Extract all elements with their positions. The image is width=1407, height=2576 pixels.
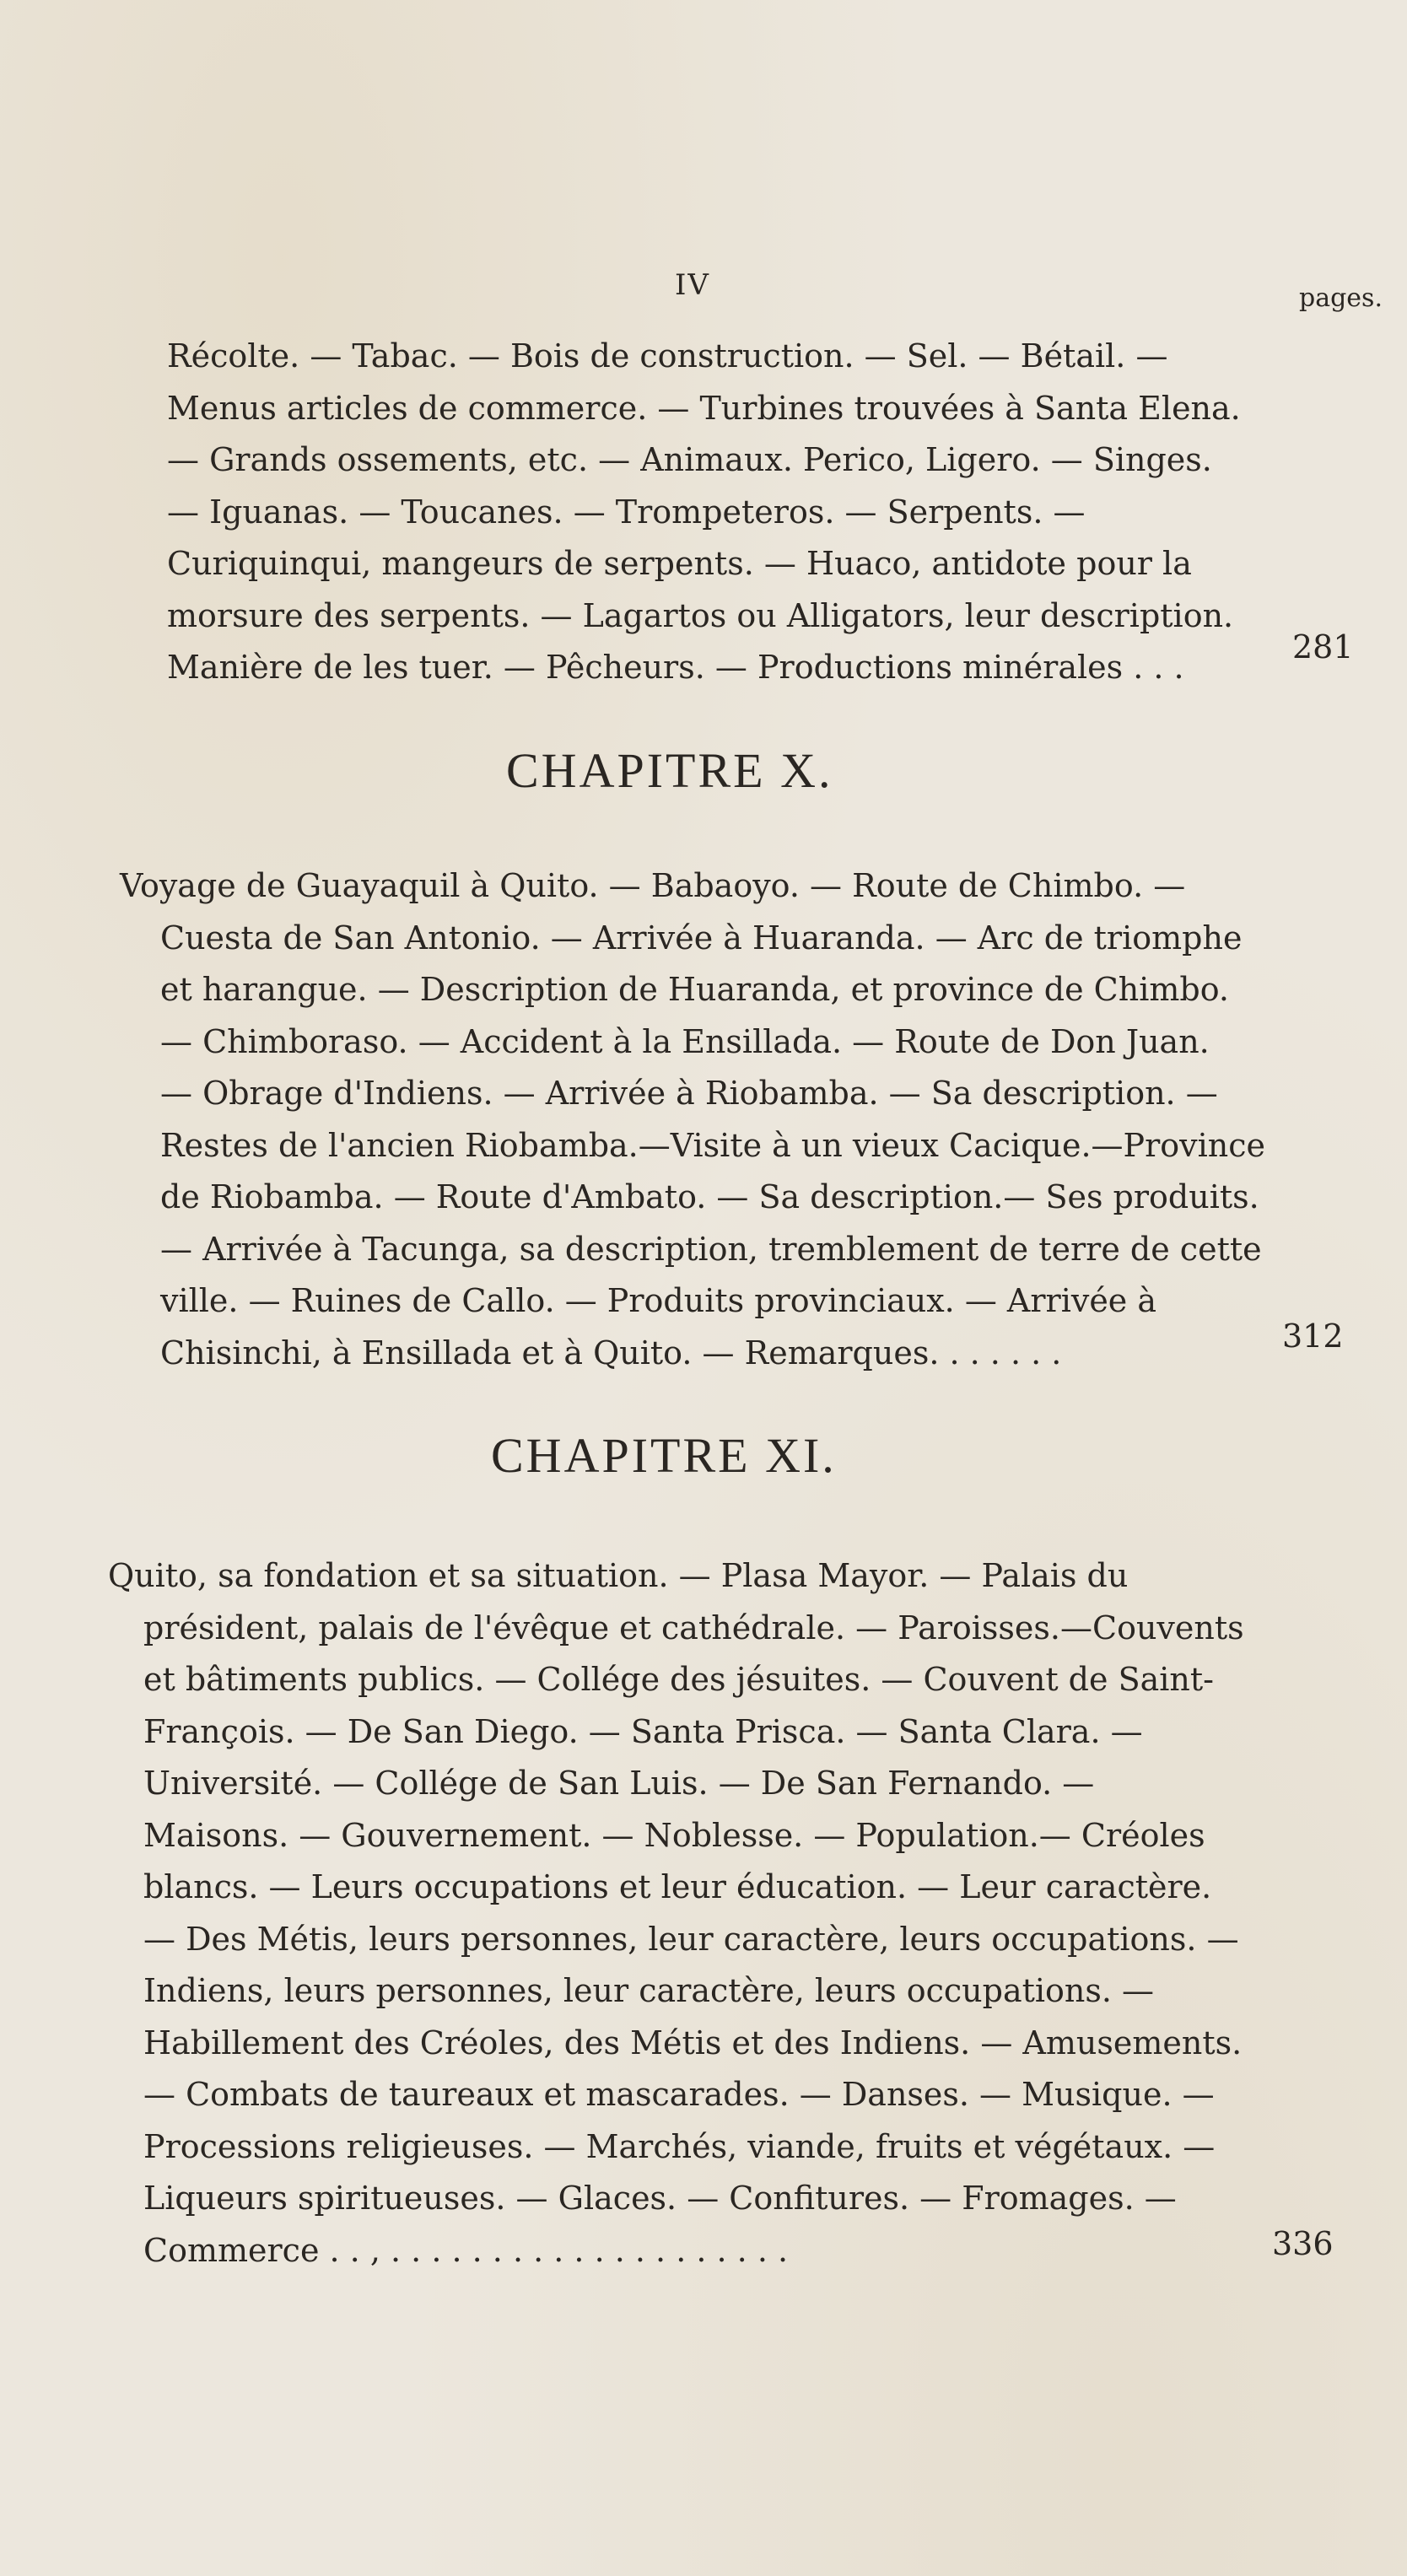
toc-line: Curiquinqui, mangeurs de serpents. — Huaco, antidote pour la (167, 545, 1192, 582)
pages-label: pages. (1299, 283, 1383, 313)
toc-line: ville. — Ruines de Callo. — Produits provinciaux. — Arrivée à (160, 1282, 1157, 1319)
chapter-heading: CHAPITRE XI. (491, 1428, 837, 1483)
toc-page-number: 281 (1292, 628, 1354, 666)
toc-line: — Combats de taureaux et mascarades. — Danses. — Musique. — (143, 2076, 1215, 2113)
chapter-heading: CHAPITRE X. (506, 743, 833, 798)
toc-line: — Des Métis, leurs personnes, leur caractère, leurs occupations. — (143, 1920, 1239, 1958)
toc-entry-ch11 (108, 1550, 1255, 2277)
toc-line: — Arrivée à Tacunga, sa description, tremblement de terre de cette (160, 1230, 1262, 1268)
toc-line: Menus articles de commerce. — Turbines trouvées à Santa Elena. (167, 389, 1241, 427)
toc-line: François. — De San Diego. — Santa Prisca. — Santa Clara. — (143, 1712, 1143, 1750)
toc-line: Chisinchi, à Ensillada et à Quito. — Remarques. . . . . . . (160, 1334, 1062, 1372)
toc-line: de Riobamba. — Route d'Ambato. — Sa description.— Ses produits. (160, 1178, 1259, 1215)
toc-line: Processions religieuses. — Marchés, viande, fruits et végétaux. — (143, 2127, 1216, 2165)
toc-line: Manière de les tuer. — Pêcheurs. — Productions minérales . . . (167, 649, 1184, 686)
toc-line: Récolte. — Tabac. — Bois de construction. — Sel. — Bétail. — (167, 337, 1168, 375)
toc-line: — Iguanas. — Toucanes. — Trompeteros. — Serpents. — (167, 493, 1086, 531)
toc-line: Cuesta de San Antonio. — Arrivée à Huaranda. — Arc de triomphe (160, 919, 1243, 957)
toc-line: Université. — Collége de San Luis. — De San Fernando. — (143, 1765, 1095, 1802)
toc-line: et bâtiments publics. — Collége des jésuites. — Couvent de Saint- (143, 1661, 1214, 1698)
toc-page-number: 336 (1272, 2225, 1334, 2262)
toc-line: Habillement des Créoles, des Métis et des Indiens. — Amusements. (143, 2024, 1243, 2061)
toc-line: — Obrage d'Indiens. — Arrivée à Riobamba. — Sa description. — (160, 1075, 1218, 1112)
toc-entry-ch10 (120, 860, 1267, 1379)
toc-line: — Chimboraso. — Accident à la Ensillada. — Route de Don Juan. (160, 1022, 1210, 1060)
toc-line: Liqueurs spiritueuses. — Glaces. — Confitures. — Fromages. — (143, 2180, 1177, 2217)
toc-line: Commerce . . , . . . . . . . . . . . . . . . . . . . . (143, 2231, 789, 2269)
toc-line: — Grands ossements, etc. — Animaux. Perico, Ligero. — Singes. (167, 441, 1212, 478)
toc-line: Voyage de Guayaquil à Quito. — Babaoyo. — Route de Chimbo. — (120, 867, 1186, 904)
toc-page-number: 312 (1282, 1318, 1344, 1355)
toc-line: morsure des serpents. — Lagartos ou Alligators, leur description. (167, 596, 1234, 634)
toc-line: Quito, sa fondation et sa situation. — Plasa Mayor. — Palais du (108, 1557, 1129, 1594)
toc-line: président, palais de l'évêque et cathédrale. — Paroisses.—Couvents (143, 1609, 1244, 1646)
toc-line: Indiens, leurs personnes, leur caractère, leurs occupations. — (143, 1972, 1155, 2009)
toc-line: et harangue. — Description de Huaranda, et province de Chimbo. (160, 971, 1230, 1008)
toc-line: Restes de l'ancien Riobamba.—Visite à un vieux Cacique.—Province (160, 1126, 1266, 1164)
toc-entry-ch9-continued (167, 331, 1264, 694)
toc-line: Maisons. — Gouvernement. — Noblesse. — Population.— Créoles (143, 1816, 1205, 1854)
folio-number: IV (675, 268, 710, 302)
toc-line: blancs. — Leurs occupations et leur éducation. — Leur caractère. (143, 1868, 1212, 1905)
